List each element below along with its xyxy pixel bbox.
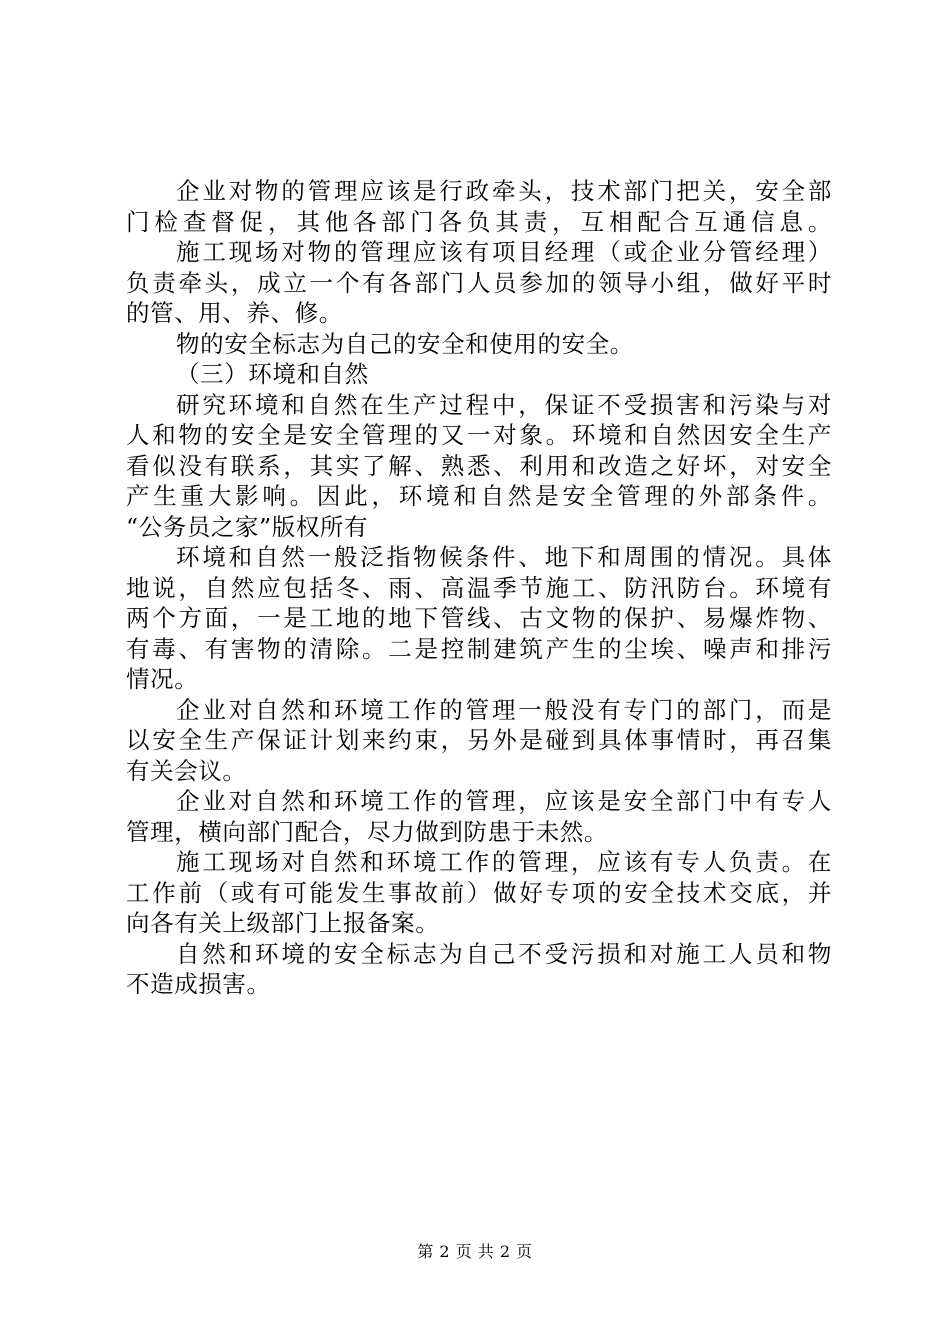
text-line: 研究环境和自然在生产过程中，保证不受损害和污染与对 (176, 390, 832, 419)
text-line: 情况。 (126, 665, 199, 693)
text-line: 以安全生产保证计划来约束，另外是碰到具体事情时，再召集 (126, 726, 832, 754)
text-line: 施工现场对物的管理应该有项目经理（或企业分管经理） (176, 238, 832, 266)
text-line: 两个方面，一是工地的地下管线、古文物的保护、易爆炸物、 (126, 604, 832, 632)
text-line: 工作前（或有可能发生事故前）做好专项的安全技术交底，并 (126, 878, 832, 907)
text-line: 产生重大影响。因此，环境和自然是安全管理的外部条件。 (126, 482, 832, 510)
text-line: 环境和自然一般泛指物候条件、地下和周围的情况。具体 (176, 543, 832, 571)
text-line: 地说，自然应包括冬、雨、高温季节施工、防汛防台。环境有 (126, 573, 832, 602)
text-line: 门检查督促，其他各部门各负其责，互相配合互通信息。 (126, 207, 832, 236)
text-line: 有关会议。 (126, 756, 247, 785)
text-line: 看似没有联系，其实了解、熟悉、利用和改造之好坏，对安全 (126, 451, 832, 480)
text-line: 负责牵头，成立一个有各部门人员参加的领导小组，做好平时 (126, 268, 832, 297)
text-line: （三）环境和自然 (176, 360, 369, 388)
page-footer: 第 2 页 共 2 页 (417, 1242, 533, 1261)
text-line: 企业对物的管理应该是行政牵头，技术部门把关，安全部 (176, 177, 832, 205)
document-body (126, 176, 832, 1000)
text-line: 自然和环境的安全标志为自己不受污损和对施工人员和物 (176, 939, 832, 968)
text-line: 向各有关上级部门上报备案。 (126, 909, 440, 937)
text-line: 管理，横向部门配合，尽力做到防患于未然。 (126, 817, 608, 846)
text-line: 不造成损害。 (126, 970, 271, 998)
text-line: 人和物的安全是安全管理的又一对象。环境和自然因安全生产 (126, 421, 832, 449)
text-line: 物的安全标志为自己的安全和使用的安全。 (176, 329, 634, 358)
text-line: 施工现场对自然和环境工作的管理，应该有专人负责。在 (176, 848, 832, 876)
text-line: 企业对自然和环境工作的管理，应该是安全部门中有专人 (176, 787, 832, 815)
text-line: “公务员之家”版权所有 (126, 512, 369, 541)
text-line: 的管、用、养、修。 (126, 299, 343, 327)
text-line: 有毒、有害物的清除。二是控制建筑产生的尘埃、噪声和排污 (126, 634, 832, 663)
text-line: 企业对自然和环境工作的管理一般没有专门的部门，而是 (176, 695, 832, 724)
